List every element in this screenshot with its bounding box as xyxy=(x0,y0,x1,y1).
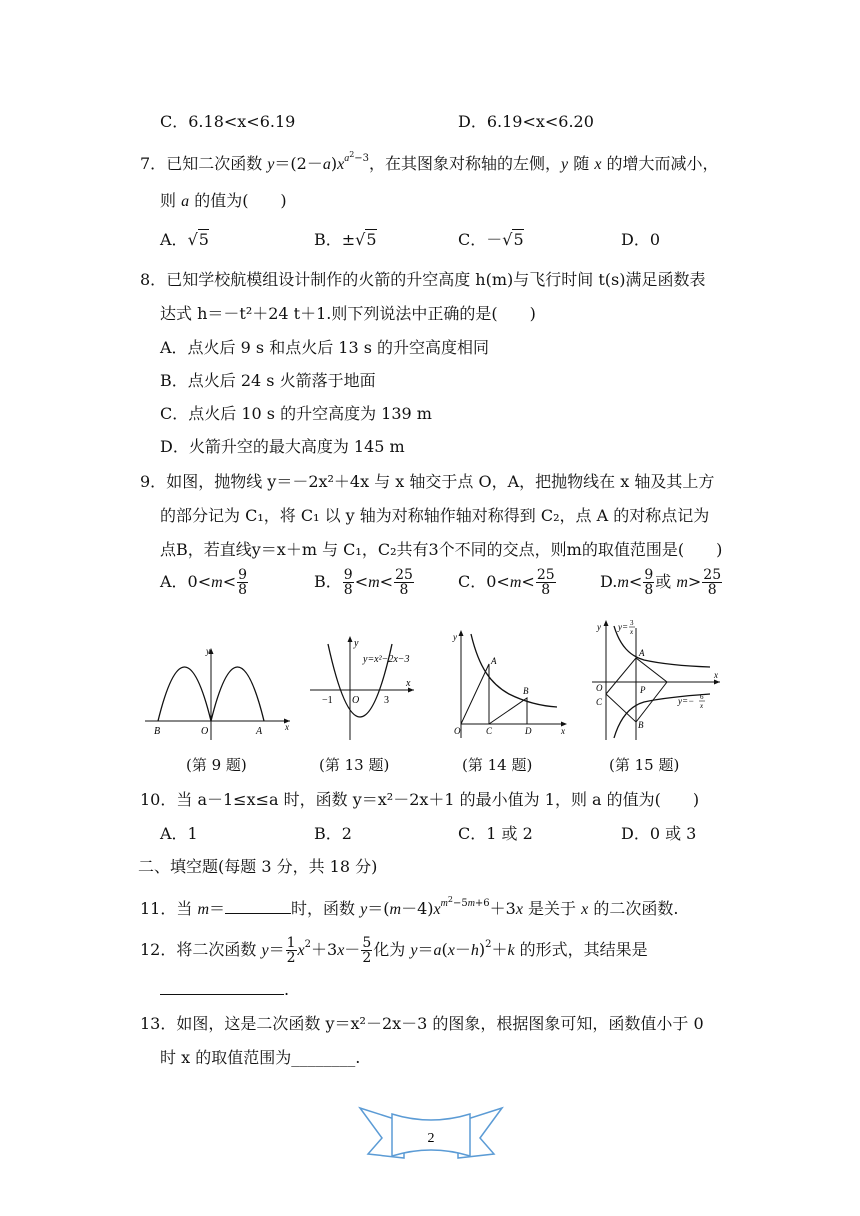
figure-13 xyxy=(310,632,420,742)
answer-blank[interactable] xyxy=(225,897,291,914)
page-number: 2 xyxy=(427,1131,435,1146)
q9-option-b: B． $\frac{9}{8}$ <m< $\frac{25}{8}$ xyxy=(314,567,413,598)
svg-text:y: y xyxy=(597,622,601,632)
question-8-line-1: 8．已知学校航模组设计制作的火箭的升空高度 h(m)与飞行时间 t(s)满足函数表 xyxy=(140,270,706,289)
figure-14 xyxy=(445,628,570,740)
figure-13-caption: (第 13 题) xyxy=(319,756,390,774)
question-9-line-1: 9．如图，抛物线 y＝－2x²＋4x 与 x 轴交于点 O，A，把抛物线在 x 轴及其上方 xyxy=(140,472,715,491)
figure-9 xyxy=(145,640,295,740)
question-10-line-1: 10．当 a－1≤x≤a 时，函数 y＝x²－2x＋1 的最小值为 1，则 a 的值为( ) xyxy=(140,790,700,809)
q7-option-a: A．√5 xyxy=(160,230,209,249)
svg-text:B: B xyxy=(154,726,161,737)
svg-text:A: A xyxy=(491,656,497,666)
q8-option-a: A．点火后 9 s 和点火后 13 s 的升空高度相同 xyxy=(160,338,490,357)
q9-option-c: C．0<m< $\frac{25}{8}$ xyxy=(458,567,555,598)
svg-text:x: x xyxy=(630,628,634,636)
answer-blank[interactable] xyxy=(160,978,284,995)
svg-text:A: A xyxy=(639,648,645,658)
svg-text:y: y xyxy=(206,646,210,656)
q8-option-c: C．点火后 10 s 的升空高度为 139 m xyxy=(160,404,432,423)
figure-14-caption: (第 14 题) xyxy=(462,756,533,774)
section-2-heading: 二、填空题(每题 3 分，共 18 分) xyxy=(138,857,378,876)
svg-text:−1: −1 xyxy=(322,695,333,706)
q10-option-c: C．1 或 2 xyxy=(458,824,533,843)
svg-text:y=−: y=− xyxy=(678,696,695,706)
svg-text:y: y xyxy=(453,632,457,642)
question-13-line-2: 时 x 的取值范围为________. xyxy=(160,1048,361,1067)
question-12-answer-line: . xyxy=(160,978,289,1002)
svg-text:C: C xyxy=(486,726,493,736)
svg-text:B: B xyxy=(638,720,644,730)
svg-text:y=x²−2x−3: y=x²−2x−3 xyxy=(363,654,410,665)
svg-text:3: 3 xyxy=(630,619,634,627)
svg-text:3: 3 xyxy=(384,695,389,706)
q8-option-b: B．点火后 24 s 火箭落于地面 xyxy=(160,371,376,390)
svg-text:x: x xyxy=(561,726,565,736)
question-7-line-1: 7．已知二次函数 $y=(2-a)x^{a^2-3}$，在其图象对称轴的左侧，y 随 x 的增大而减小， xyxy=(140,150,719,173)
svg-text:O: O xyxy=(454,726,461,736)
svg-text:P: P xyxy=(640,685,646,695)
svg-text:x: x xyxy=(406,678,411,689)
question-7-line-2: 则 a 的值为( ) xyxy=(160,191,287,210)
q7-option-c: C．－√5 xyxy=(458,230,524,249)
q9-option-a: A．0<m< $\frac{9}{8}$ xyxy=(160,567,248,598)
q7-option-b: B．±√5 xyxy=(314,230,377,249)
q9-option-d: D.m< $\frac{9}{8}$ 或 m> $\frac{25}{8}$ xyxy=(600,567,722,598)
svg-text:C: C xyxy=(596,697,603,707)
q6-option-c: C．6.18<x<6.19 xyxy=(160,112,296,131)
svg-text:y=: y= xyxy=(618,622,629,632)
question-11: 11．当 m＝ 时，函数 $y=(m-4)x^{m^2-5m+6}+3x$ 是关于 x 的二次函数. xyxy=(140,895,679,918)
svg-text:O: O xyxy=(201,726,209,737)
svg-text:A: A xyxy=(256,726,263,737)
question-13-line-1: 13．如图，这是二次函数 y＝x²－2x－3 的图象，根据图象可知，函数值小于 0 xyxy=(140,1014,704,1033)
svg-text:y: y xyxy=(354,638,359,649)
svg-text:D: D xyxy=(525,726,532,736)
svg-text:6: 6 xyxy=(700,693,704,701)
question-9-line-2: 的部分记为 C₁，将 C₁ 以 y 轴为对称轴作轴对称得到 C₂，点 A 的对称点记为 xyxy=(160,506,710,525)
svg-text:x: x xyxy=(714,670,718,680)
svg-text:x: x xyxy=(285,722,289,732)
figure-15-caption: (第 15 题) xyxy=(609,756,680,774)
page-number-ribbon xyxy=(358,1104,504,1166)
q8-option-d: D．火箭升空的最大高度为 145 m xyxy=(160,437,405,456)
svg-text:B: B xyxy=(523,686,529,696)
question-12: 12．将二次函数 y＝ $\frac{1}{2}$ $x^2+3x-$ $\frac{5}{2}$ 化为 $y=a(x-h)^2+k$ 的形式，其结果是 xyxy=(140,935,648,966)
svg-text:O: O xyxy=(596,683,603,693)
figure-9-caption: (第 9 题) xyxy=(186,756,247,774)
q10-option-a: A．1 xyxy=(160,824,198,843)
figure-15 xyxy=(592,618,722,743)
q6-option-d: D．6.19<x<6.20 xyxy=(458,112,594,131)
svg-text:x: x xyxy=(700,702,704,710)
question-9-line-3: 点B，若直线y＝x＋m 与 C₁，C₂共有3个不同的交点，则m的取值范围是( ) xyxy=(160,540,723,559)
q10-option-d: D．0 或 3 xyxy=(621,824,697,843)
q10-option-b: B．2 xyxy=(314,824,352,843)
svg-text:O: O xyxy=(352,695,360,706)
question-8-line-2: 达式 h＝－t²＋24 t＋1.则下列说法中正确的是( ) xyxy=(160,304,536,323)
q7-option-d: D．0 xyxy=(621,230,661,249)
